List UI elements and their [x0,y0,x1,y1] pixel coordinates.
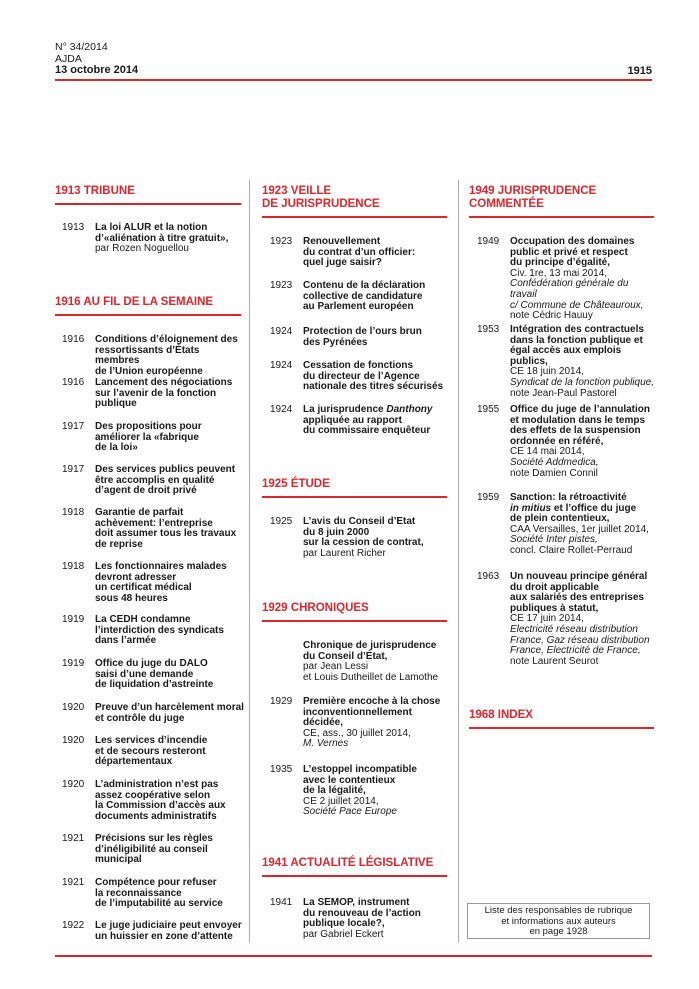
issue-header [55,42,138,77]
toc-entry[interactable]: 1917 Des propositions pour améliorer la «fabrique de la loi» [62,421,202,454]
bottom-divider [55,955,652,957]
toc-entry[interactable]: 1916 Lancement des négociations sur l’avenir de la fonction publique [62,377,233,410]
toc-entry[interactable]: 1919 Office du juge du DALO saisi d’une demande de liquidation d’astreinte [62,658,214,691]
toc-entry[interactable]: 1923 Contenu de la déclaration collective de candidature au Parlement européen [270,280,426,313]
toc-entry[interactable]: 1924 La jurisprudence Danthony appliquée au rapport du commissaire enquêteur [270,404,433,437]
toc-entry[interactable]: 1949 Occupation des domaines public et privé et respect du principe d’égalité, Civ. 1re, 13 mai 2014, Confédération générale du travail c/ Commune de Châteauroux, note Cédric Hauuy [477,236,644,322]
section-actualite-legislative[interactable]: 1941 ACTUALITÉ LÉGISLATIVE [262,857,447,877]
toc-entry[interactable]: 1918 Les fonctionnaires malades devront adresser un certificat médical sous 48 heures [62,561,227,604]
toc-entry[interactable]: 1916 Conditions d’éloignement des ressortissants d’États membres de l’Union européenne [62,334,238,377]
toc-entry[interactable]: 1920 Les services d’incendie et de secours resteront départementaux [62,735,208,768]
toc-entry[interactable]: 1919 La CEDH condamne l’interdiction des syndicats dans l’armée [62,614,224,647]
page-number: 1915 [627,65,652,77]
column-divider-1 [249,180,250,942]
section-au-fil-de-la-semaine[interactable]: 1916 AU FIL DE LA SEMAINE [55,296,241,316]
toc-entry[interactable]: 1953 Intégration des contractuels dans la fonction publique et égal accès aux emplois publics, CE 18 juin 2014, Syndicat de la fonction publique, note Jean-Paul Pastorel [477,324,654,399]
toc-entry[interactable]: 1959 Sanction: la rétroactivité in mitius et l’office du juge de plein contentieux, CAA Versailles, 1er juillet 2014, Société Inter pistes, concl. Claire Rollet-Perraud [477,492,649,556]
toc-entry[interactable]: Chronique de jurisprudence du Conseil d’État, par Jean Lessi et Louis Dutheillet de Lamothe [303,640,439,683]
section-veille-de-jurisprudence[interactable]: 1923 VEILLE DE JURISPRUDENCE [262,185,447,218]
section-tribune[interactable]: 1913 TRIBUNE [55,185,241,205]
toc-entry[interactable]: 1920 L’administration n’est pas assez coopérative selon la Commission d’accès aux documents administratifs [62,779,226,822]
column-divider-2 [458,180,459,942]
section-etude[interactable]: 1925 ÉTUDE [262,478,447,498]
toc-entry[interactable]: 1921 Précisions sur les règles d’inéligibilité au conseil municipal [62,833,213,866]
toc-entry[interactable]: 1925 L’avis du Conseil d’Etat du 8 juin 2000 sur la cession de contrat, par Laurent Richer [270,516,424,559]
issue-number: N° 34/2014 [55,41,108,53]
toc-entry[interactable]: 1921 Compétence pour refuser la reconnaissance de l’imputabilité au service [62,877,223,910]
top-divider [55,79,652,81]
toc-entry[interactable]: 1924 Cessation de fonctions du directeur de l’Agence nationale des titres sécurisés [270,360,444,393]
toc-entry[interactable]: 1955 Office du juge de l’annulation et modulation dans le temps des effets de la suspension ordonnée en référé, CE 14 mai 2014, Société Addmedica, note Damien Connil [477,404,651,479]
toc-entry[interactable]: 1917 Des services publics peuvent être accomplis en qualité d’agent de droit privé [62,464,236,497]
issue-date: 13 octobre 2014 [55,64,139,76]
toc-entry[interactable]: 1941 La SEMOP, instrument du renouveau de l’action publique locale?, par Gabriel Eckert [270,897,421,940]
toc-entry[interactable]: 1922 Le juge judiciaire peut envoyer un huissier en zone d’attente [62,920,242,942]
section-jurisprudence-commentee[interactable]: 1949 JURISPRUDENCE COMMENTÉE [469,185,654,218]
toc-entry[interactable]: 1913 La loi ALUR et la notion d’«aliénation à titre gratuit», par Rozen Noguellou [62,222,229,255]
section-chroniques[interactable]: 1929 CHRONIQUES [262,602,447,622]
toc-entry[interactable]: 1935 L’estoppel incompatible avec le contentieux de la légalité, CE 2 juillet 2014, Société Pace Europe [270,764,417,818]
toc-entry[interactable]: 1929 Première encoche à la chose inconventionnellement décidée, CE, ass., 30 juillet 2014, M. Vernes [270,696,441,750]
toc-entry[interactable]: 1963 Un nouveau principe général du droit applicable aux salariés des entreprises publiques à statut, CE 17 juin 2014, Electricité réseau distribution France, Gaz réseau distribution France, Electricité de France, note Laurent Seurot [477,571,650,667]
section-index[interactable]: 1968 INDEX [469,709,654,729]
toc-entry[interactable]: 1923 Renouvellement du contrat d’un officier: quel juge saisir? [270,236,416,269]
journal-name: AJDA [55,52,82,65]
toc-entry[interactable]: 1920 Preuve d’un harcèlement moral et contrôle du juge [62,702,244,724]
toc-entry[interactable]: 1918 Garantie de parfait achèvement: l’entreprise doit assumer tous les travaux de reprise [62,507,237,550]
toc-entry[interactable]: 1924 Protection de l’ours brun des Pyrénées [270,326,422,348]
contributors-note-box: Liste des responsables de rubrique et informations aux auteurs en page 1928 [467,903,650,939]
